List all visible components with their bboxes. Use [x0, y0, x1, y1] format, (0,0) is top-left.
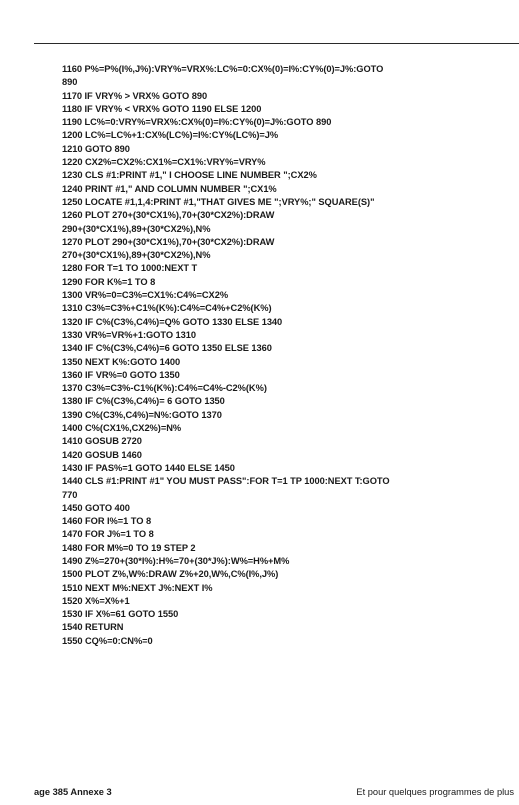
code-line: 1540 RETURN: [62, 622, 124, 633]
code-line: 1200 LC%=LC%+1:CX%(LC%)=I%:CY%(LC%)=J%: [62, 130, 279, 141]
code-line: 1290 FOR K%=1 TO 8: [62, 276, 156, 287]
code-line: 1160 P%=P%(I%,J%):VRY%=VRX%:LC%=0:CX%(0)=I%:CY%(0)=J%:GOTO: [62, 64, 384, 74]
code-line: 1480 FOR M%=0 TO 19 STEP 2: [62, 542, 196, 553]
code-line: 1380 IF C%(C3%,C4%)= 6 GOTO 1350: [62, 396, 225, 407]
code-line: 1530 IF X%=61 GOTO 1550: [62, 609, 179, 620]
code-line: 1320 IF C%(C3%,C4%)=Q% GOTO 1330 ELSE 1340: [62, 316, 283, 327]
code-line: 270+(30*CX1%),89+(30*CX2%),N%: [62, 250, 211, 261]
code-line: 1270 PLOT 290+(30*CX1%),70+(30*CX2%):DRAW: [62, 236, 275, 247]
code-line: 890: [62, 77, 78, 88]
code-line: 1360 IF VR%=0 GOTO 1350: [62, 369, 180, 380]
code-line: 1500 PLOT Z%,W%:DRAW Z%+20,W%,C%(I%,J%): [62, 569, 279, 580]
header-rule: [34, 43, 519, 44]
code-line: 1400 C%(CX1%,CX2%)=N%: [62, 423, 182, 434]
code-line: 1330 VR%=VR%+1:GOTO 1310: [62, 329, 197, 340]
basic-listing: [62, 63, 512, 648]
code-line: 1210 GOTO 890: [62, 143, 130, 154]
code-line: 1440 CLS #1:PRINT #1" YOU MUST PASS":FOR T=1 TP 1000:NEXT T:GOTO: [62, 476, 390, 487]
code-line: 1350 NEXT K%:GOTO 1400: [62, 356, 181, 367]
code-line: 1250 LOCATE #1,1,4:PRINT #1,"THAT GIVES ME ";VRY%;" SQUARE(S)": [62, 196, 375, 207]
code-line: 1430 IF PAS%=1 GOTO 1440 ELSE 1450: [62, 462, 235, 473]
code-line: 770: [62, 489, 78, 500]
code-line: 1190 LC%=0:VRY%=VRX%:CX%(0)=I%:CY%(0)=J%:GOTO 890: [62, 117, 332, 128]
code-line: 1180 IF VRY% < VRX% GOTO 1190 ELSE 1200: [62, 103, 262, 114]
code-line: 1420 GOSUB 1460: [62, 449, 142, 460]
code-line: 1490 Z%=270+(30*I%):H%=70+(30*J%):W%=H%+M%: [62, 555, 290, 566]
code-line: 1230 CLS #1:PRINT #1," I CHOOSE LINE NUMBER ";CX2%: [62, 170, 317, 181]
code-line: 1450 GOTO 400: [62, 502, 130, 513]
code-line: 290+(30*CX1%),89+(30*CX2%),N%: [62, 223, 211, 234]
code-line: 1340 IF C%(C3%,C4%)=6 GOTO 1350 ELSE 1360: [62, 343, 272, 354]
code-line: 1390 C%(C3%,C4%)=N%:GOTO 1370: [62, 409, 222, 420]
code-line: 1370 C3%=C3%-C1%(K%):C4%=C4%-C2%(K%): [62, 383, 267, 394]
code-line: 1510 NEXT M%:NEXT J%:NEXT I%: [62, 582, 213, 593]
code-line: 1220 CX2%=CX2%:CX1%=CX1%:VRY%=VRY%: [62, 157, 266, 168]
code-line: 1170 IF VRY% > VRX% GOTO 890: [62, 90, 208, 101]
code-line: 1520 X%=X%+1: [62, 595, 130, 606]
code-line: 1460 FOR I%=1 TO 8: [62, 516, 152, 527]
code-line: 1310 C3%=C3%+C1%(K%):C4%=C4%+C2%(K%): [62, 303, 272, 314]
code-line: 1300 VR%=0=C3%=CX1%:C4%=CX2%: [62, 290, 229, 301]
code-line: 1240 PRINT #1," AND COLUMN NUMBER ";CX1%: [62, 183, 277, 194]
code-line: 1280 FOR T=1 TO 1000:NEXT T: [62, 263, 198, 274]
page-footer-left: age 385 Annexe 3: [34, 787, 112, 797]
code-line: 1410 GOSUB 2720: [62, 436, 142, 447]
code-line: 1550 CQ%=0:CN%=0: [62, 635, 153, 646]
code-line: 1470 FOR J%=1 TO 8: [62, 529, 154, 540]
code-line: 1260 PLOT 270+(30*CX1%),70+(30*CX2%):DRAW: [62, 210, 275, 221]
page-footer-right: Et pour quelques programmes de plus: [356, 787, 514, 797]
